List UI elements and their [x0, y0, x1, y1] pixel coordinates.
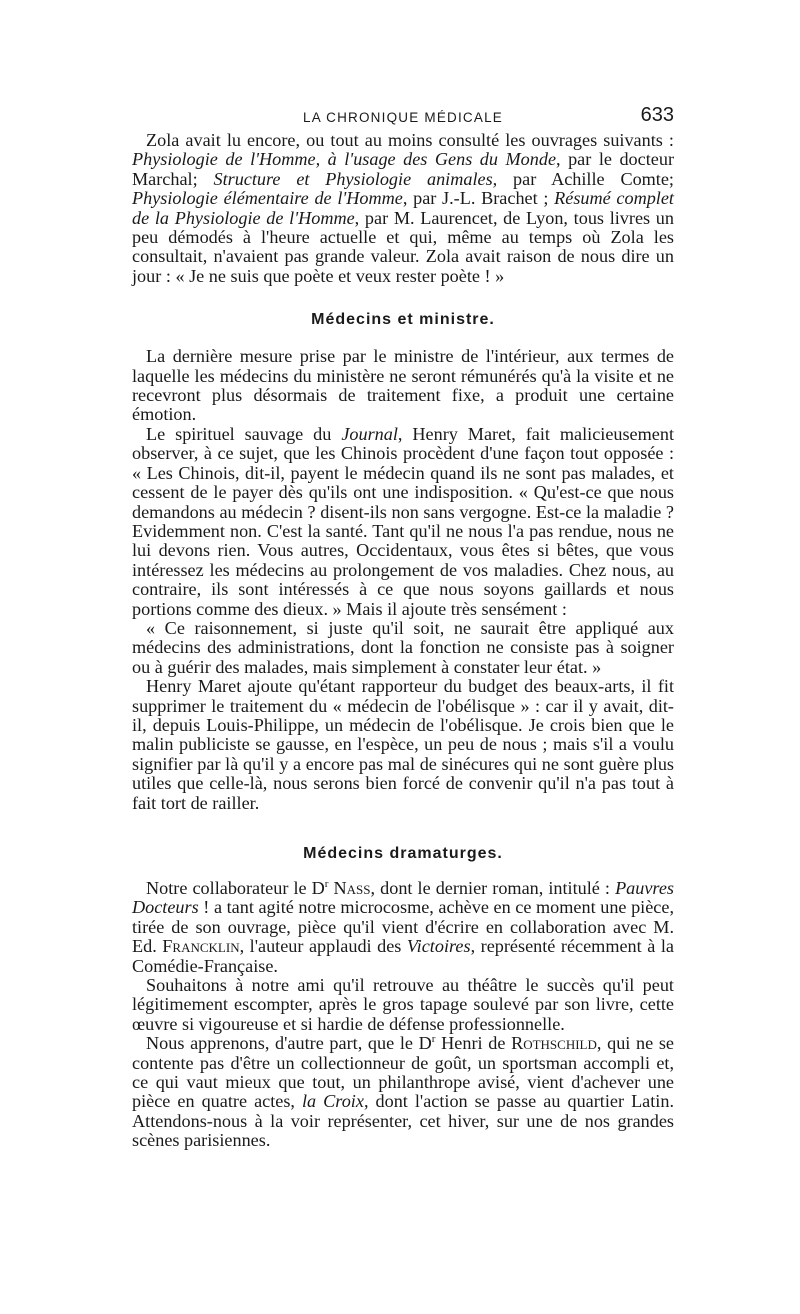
paragraph: Souhaitons à notre ami qu'il retrouve au théâtre le succès qu'il peut légitimement escompter, après le gros tapage soulevé par son livre, cette œuvre si vigoureuse et si hardie de défense professionnelle. [132, 975, 674, 1034]
text-run: , qui ne se contente pas d'être un collectionneur de goût, un sportsman accompli et, ce qui vaut mieux que tout, un philanthrope avisé, vient d'achever une pièce en quatre actes, [132, 1033, 674, 1112]
play-title: Victoires [406, 936, 471, 957]
superscript: r [431, 1033, 436, 1046]
page-number: 633 [640, 104, 674, 126]
text-run: par Achille Comte; [497, 168, 674, 189]
superscript: r [324, 877, 329, 890]
book-title: Résumé complet de la Physiologie de l'Homme [132, 188, 674, 228]
page-body [132, 131, 674, 1151]
text-run: , Henry Maret, fait malicieusement observer, à ce sujet, que les Chinois procèdent d'une façon tout opposée : « Les Chinois, dit-il, payent le médecin quand ils ne sont pas malades, et cessent de le payer dès qu'ils ont une indisposition. « Qu'est-ce que nous demandons au médecin ? disent-ils non sans vergogne. Est-ce la maladie ? Evidemment non. C'est la santé. Tant qu'il ne nous l'a pas rendue, nous ne lui devons rien. Vous autres, Occidentaux, vous êtes si bêtes, que vous intéressez les médecins au prolongement de vos maladies. Chez nous, au contraire, ils sont intéressés à ce que nous soyons gaillards et nous portions comme des dieux. » Mais il ajoute très sensément : [132, 423, 674, 619]
book-title: Pauvres Docteurs [132, 878, 674, 918]
person-name: Nass [333, 878, 371, 898]
text-run: Henri de [435, 1033, 512, 1054]
text-run: , dont l'action se passe au quartier Latin. Attendons-nous à la voir représenter, cet hiver, sur une de nos grandes scènes parisiennes. [132, 1091, 674, 1151]
text-run: , dont le dernier roman, intitulé : [370, 878, 616, 898]
text-run: Le spirituel sauvage du [146, 423, 342, 444]
paragraph-zola [132, 131, 674, 286]
paragraph: Henry Maret ajoute qu'étant rapporteur du budget des beaux-arts, il fit supprimer le traitement du « médecin de l'obélisque » : car il y avait, dit-il, depuis Louis-Philippe, un médecin de l'obélisque. Je crois bien que le malin publiciste se gausse, en l'espèce, un peu de nous ; mais s'il a voulu signifier par là qu'il y a encore pas mal de sinécures qui ne sont guère plus utiles que celle-là, nous serons bien forcé de convenir qu'il n'a pas tout à fait tort de railler. [132, 676, 674, 813]
section-heading-medecins-dramaturges: Médecins dramaturges. [303, 845, 503, 862]
section-heading-medecins-ministre: Médecins et ministre. [311, 311, 495, 329]
text-run: , représenté récemment à la Comédie-Française. [132, 936, 674, 976]
paragraph: « Ce raisonnement, si juste qu'il soit, ne saurait être appliqué aux médecins des administrations, dont la fonction ne consiste pas à soigner ou à guérir des malades, mais simplement à constater leur état. » [132, 617, 674, 677]
book-title: Physiologie élémentaire de l'Homme [132, 188, 403, 209]
paragraph: La dernière mesure prise par le ministre de l'intérieur, aux termes de laquelle les médecins du ministère ne seront rémunérés qu'à la visite et ne recevront plus désormais de traitement fixe, a produit une certaine émotion. [132, 346, 674, 425]
text-run: , par le docteur Marchal; [132, 149, 674, 189]
book-title: Physiologie de l'Homme, à l'usage des Gens du Monde [132, 149, 557, 170]
book-title: Structure et Physiologie animales, [213, 168, 498, 189]
text-run: , par J.-L. Brachet ; [402, 188, 555, 209]
text-run: ! a tant agité notre microcosme, achève en ce moment une pièce, tirée de son ouvrage, pièce qu'il vient d'écrire en collaboration avec M. Ed. [132, 897, 674, 957]
paragraph [132, 425, 674, 619]
person-name: Rothschild [511, 1033, 597, 1054]
paragraph [132, 879, 674, 976]
text-run: Nous apprenons, d'autre part, que le D [146, 1033, 432, 1054]
text-run: , l'auteur applaudi des [239, 936, 407, 957]
text-run: , par M. Laurencet, de Lyon, tous livres un peu démodés à l'heure actuelle et qui, même au temps où Zola les consultait, n'avaient pas grande valeur. Zola avait raison de nous dire un jour : « Je ne suis que poète et veux rester poète ! » [132, 207, 674, 286]
running-title: LA CHRONIQUE MÉDICALE [303, 110, 503, 125]
text-run: Zola avait lu encore, ou tout au moins consulté les ouvrages suivants : [146, 130, 674, 150]
text-run: Notre collaborateur le D [146, 878, 325, 898]
newspaper-title: Journal [341, 423, 398, 444]
paragraph [132, 1034, 674, 1150]
play-title: la Croix [302, 1091, 364, 1112]
person-name: Francklin [162, 936, 240, 957]
